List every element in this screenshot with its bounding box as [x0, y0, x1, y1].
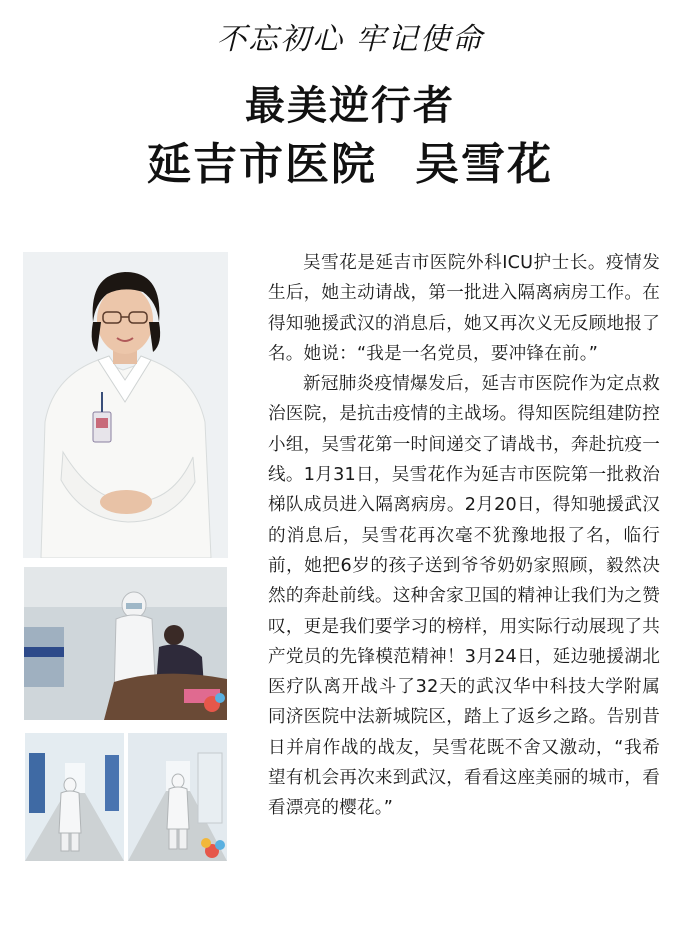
person-name: 吴雪花	[415, 139, 553, 190]
article-paragraph: 吴雪花是延吉市医院外科ICU护士长。疫情发生后，她主动请战，第一批进入隔离病房工作。在得知驰援武汉的消息后，她又再次义无反顾地报了名。她说：“我是一名党员，要冲锋在前。”	[268, 253, 660, 364]
article-paragraph: 新冠肺炎疫情爆发后，延吉市医院作为定点救治医院，是抗击疫情的主战场。得知医院组建防控小组，吴雪花第一时间递交了请战书，奔赴抗疫一线。1月31日，吴雪花作为延吉市医院第一批救治梯队成员进入隔离病房。2月20日，得知驰援武汉的消息后，吴雪花再次毫不犹豫地报了名，临行前，她把6岁的孩子送到爷爷奶奶家照顾，毅然决然的奔赴前线。这种舍家卫国的精神让我们为之赞叹，更是我们要学习的榜样，用实际行动展现了共产党员的先锋模范精神！3月24日，延边驰援湖北医疗队离开战斗了32天的武汉华中科技大学附属同济医院中法新城院区，踏上了返乡之路。告别昔日并肩作战的战友，吴雪花既不舍又激动，“我希望有机会再次来到武汉，看看这座美丽的城市，看看漂亮的樱花。”	[268, 374, 660, 819]
hospital-name: 延吉市医院	[147, 139, 377, 190]
isolation-ward-photo	[24, 567, 227, 720]
protective-suit-corridor-photo	[128, 733, 227, 861]
nurse-portrait-photo	[23, 252, 228, 558]
slogan: 不忘初心 牢记使命	[216, 22, 484, 57]
page-title: 最美逆行者	[245, 83, 455, 129]
subtitle	[0, 128, 700, 192]
article-body	[268, 248, 660, 824]
protective-suit-corridor-photo	[25, 733, 124, 861]
